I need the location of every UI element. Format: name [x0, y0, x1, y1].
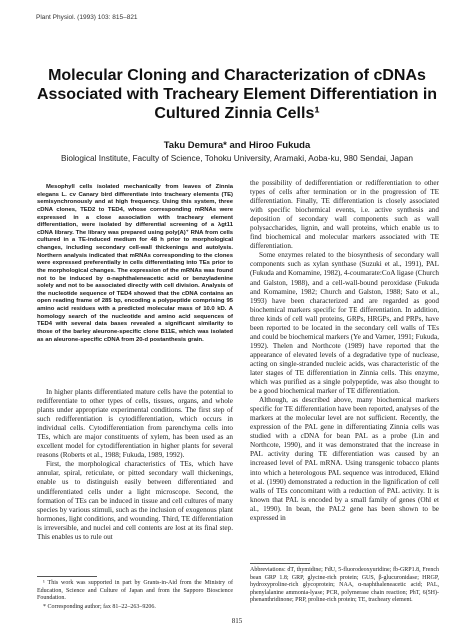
funding-footnote: ¹ This work was supported in part by Grants-in-Aid from the Ministry of Education, Science and Culture of Japan and from the Sapporo Bioscience Foundation. [37, 580, 233, 602]
right-paragraph-3: Although, as described above, many biochemical markers specific for TE differentiation have been reported, analyses of the markers at the molecular level are not sufficient. Recently, the expression of the PAL gene in differentiating Zinnia cells was studied with a cDNA for bean PAL as a probe (Lin and Northcote, 1990), and it was demonstrated that the increase in PAL activity during TE differentiation was caused by an increased level of PAL mRNA. Using transgenic tobacco plants into which a heterologous PAL sequence was introduced, Elkind et al. (1990) demonstrated a reduction in the lignification of cell walls of TEs concomitant with a reduction of PAL activity. It is known that PAL is encoded by a small family of genes (Ohl et al., 1990). In bean, the PAL2 gene has been shown to be expressed in [250, 396, 439, 522]
abstract-text: Mesophyll cells isolated mechanically from leaves of Zinnia elegans L. cv Canary bird differentiate into tracheary elements (TE) semisynchronously and at high frequency. Using this system, three cDNA clones, TED2 to TED4, whose corresponding mRNAs were expressed in a close association with tracheary element differentiation, were isolated by differential screening of a λgt11 cDNA library. The library was prepared using poly(A)⁺ RNA from cells cultured in a TE-induced medium for 48 h prior to morphological changes, including secondary cell-wall thickenings and autolysis. Northern analysis indicated that mRNAs corresponding to the clones were expressed preferentially in cells differentiating into TEs prior to the morphological changes. The expression of the mRNAs was found not to be induced by α-naphthaleneacetic acid or benzyladenine solely and not to be associated directly with cell division. Analysis of the nucleotide sequence of TED4 showed that the cDNA contains an open reading frame of 285 bp, encoding a polypeptide comprising 95 amino acid residues with a predicted molecular mass of 10.0 kD. A homology search of the nucleotide and amino acid sequences of TED4 with several data bases revealed a significant similarity to those of the barley aleurone-specific clone B11E, which was isolated as an aleurone-specific cDNA from 20-d postanthesis grain. [37, 184, 233, 343]
abbreviations-text: Abbreviations: dT, thymidine; FdU, 5-fluorodeoxyuridine; fb-GRP1.8, French bean GRP 1.8; GRP, glycine-rich protein; GUS, β-glucuronidase; HRGP, hydroxyproline-rich glycoprotein; NAA, α-naphthaleneacetic acid; PAL, phenylalanine ammonia-lyase; PCR, polymerase chain reaction; PhT, 6(5H)-phenanthridinone; PRP, proline-rich protein; TE, tracheary element. [250, 567, 439, 604]
journal-citation: Plant Physiol. (1993) 103: 815–821 [36, 14, 138, 21]
abbreviations [250, 567, 439, 605]
abstract [37, 184, 233, 344]
page-number: 815 [231, 617, 243, 625]
footnotes [37, 580, 233, 612]
title-line-3: Cultured Zinnia Cells¹ [154, 105, 320, 122]
footnote-rule-left [37, 576, 97, 577]
right-paragraph-2: Some enzymes related to the biosynthesis of secondary wall components such as xylan synthase (Suzuki et al., 1991), PAL (Fukuda and Komamine, 1982), 4-coumarate:CoA ligase (Church and Galston, 1988), and a cell-wall-bound peroxidase (Fukuda and Komamine, 1982; Church and Galston, 1988; Sato et al., 1993) have been characterized and are regarded as good biochemical markers specific for TE differentiation. In addition, three kinds of cell wall proteins, GRPs, HRGPs, and PRPs, have been reported to be located in the secondary cell walls of TEs and could be biochemical markers (Ye and Varner, 1991; Fukuda, 1992). Thelen and Northcote (1989) have reported that the appearance of elevated levels of a degradative type of nuclease, acting on single-stranded nucleic acids, was characteristic of the later stages of TE differentiation in Zinnia cells. This enzyme, which was purified as a single polypeptide, was also thought to be a good biochemical marker of TE differentiation. [250, 251, 439, 396]
authors: Taku Demura* and Hiroo Fukuda [163, 140, 311, 151]
affiliation: Biological Institute, Faculty of Science, Tohoku University, Aramaki, Aoba-ku, 980 Sendai, Japan [60, 153, 414, 163]
introduction [37, 388, 233, 542]
title-line-1: Molecular Cloning and Characterization of cDNAs [48, 67, 426, 84]
right-paragraph-1: the possibility of dedifferentiation or redifferentiation to other types of cells after termination or in the progression of TE differentiation. Finally, TE differentiation is closely associated with specific biochemical events, i.e. active synthesis and deposition of secondary wall components such as wall polysaccharides, lignin, and wall proteins, which enable us to find biochemical and molecular markers associated with TE differentiation. [250, 179, 439, 251]
intro-paragraph-1: In higher plants differentiated mature cells have the potential to redifferentiate to other types of cells, tissues, organs, and whole plants under appropriate experimental conditions. The first step of such redifferentiation is cytodifferentiation, which occurs in individual cells. Cytodifferentiation from parenchyma cells into TEs, which are major constituents of xylem, has been used as an excellent model for cytodifferentiation in higher plants for several reasons (Roberts et al., 1988; Fukuda, 1989, 1992). [37, 388, 233, 460]
article-title [0, 66, 474, 123]
footnote-rule-right [250, 563, 310, 564]
right-column [250, 179, 439, 523]
intro-paragraph-2: First, the morphological characteristics of TEs, which have annular, spiral, reticulate, or pitted secondary wall thickenings, enable us to distinguish easily between differentiated and undifferentiated cells under a light microscope. Second, the formation of TEs can be induced in tissue and cell cultures of many species by various stimuli, such as the inclusion of exogenous plant hormones, light conditions, and wounding. Third, TE differentiation is irreversible, and nuclei and cell contents are lost at its final step. This enables us to rule out [37, 460, 233, 541]
corresponding-author-footnote: * Corresponding author; fax 81–22–263–9206. [43, 603, 156, 610]
title-line-2: Associated with Tracheary Element Differentiation in [36, 86, 438, 103]
